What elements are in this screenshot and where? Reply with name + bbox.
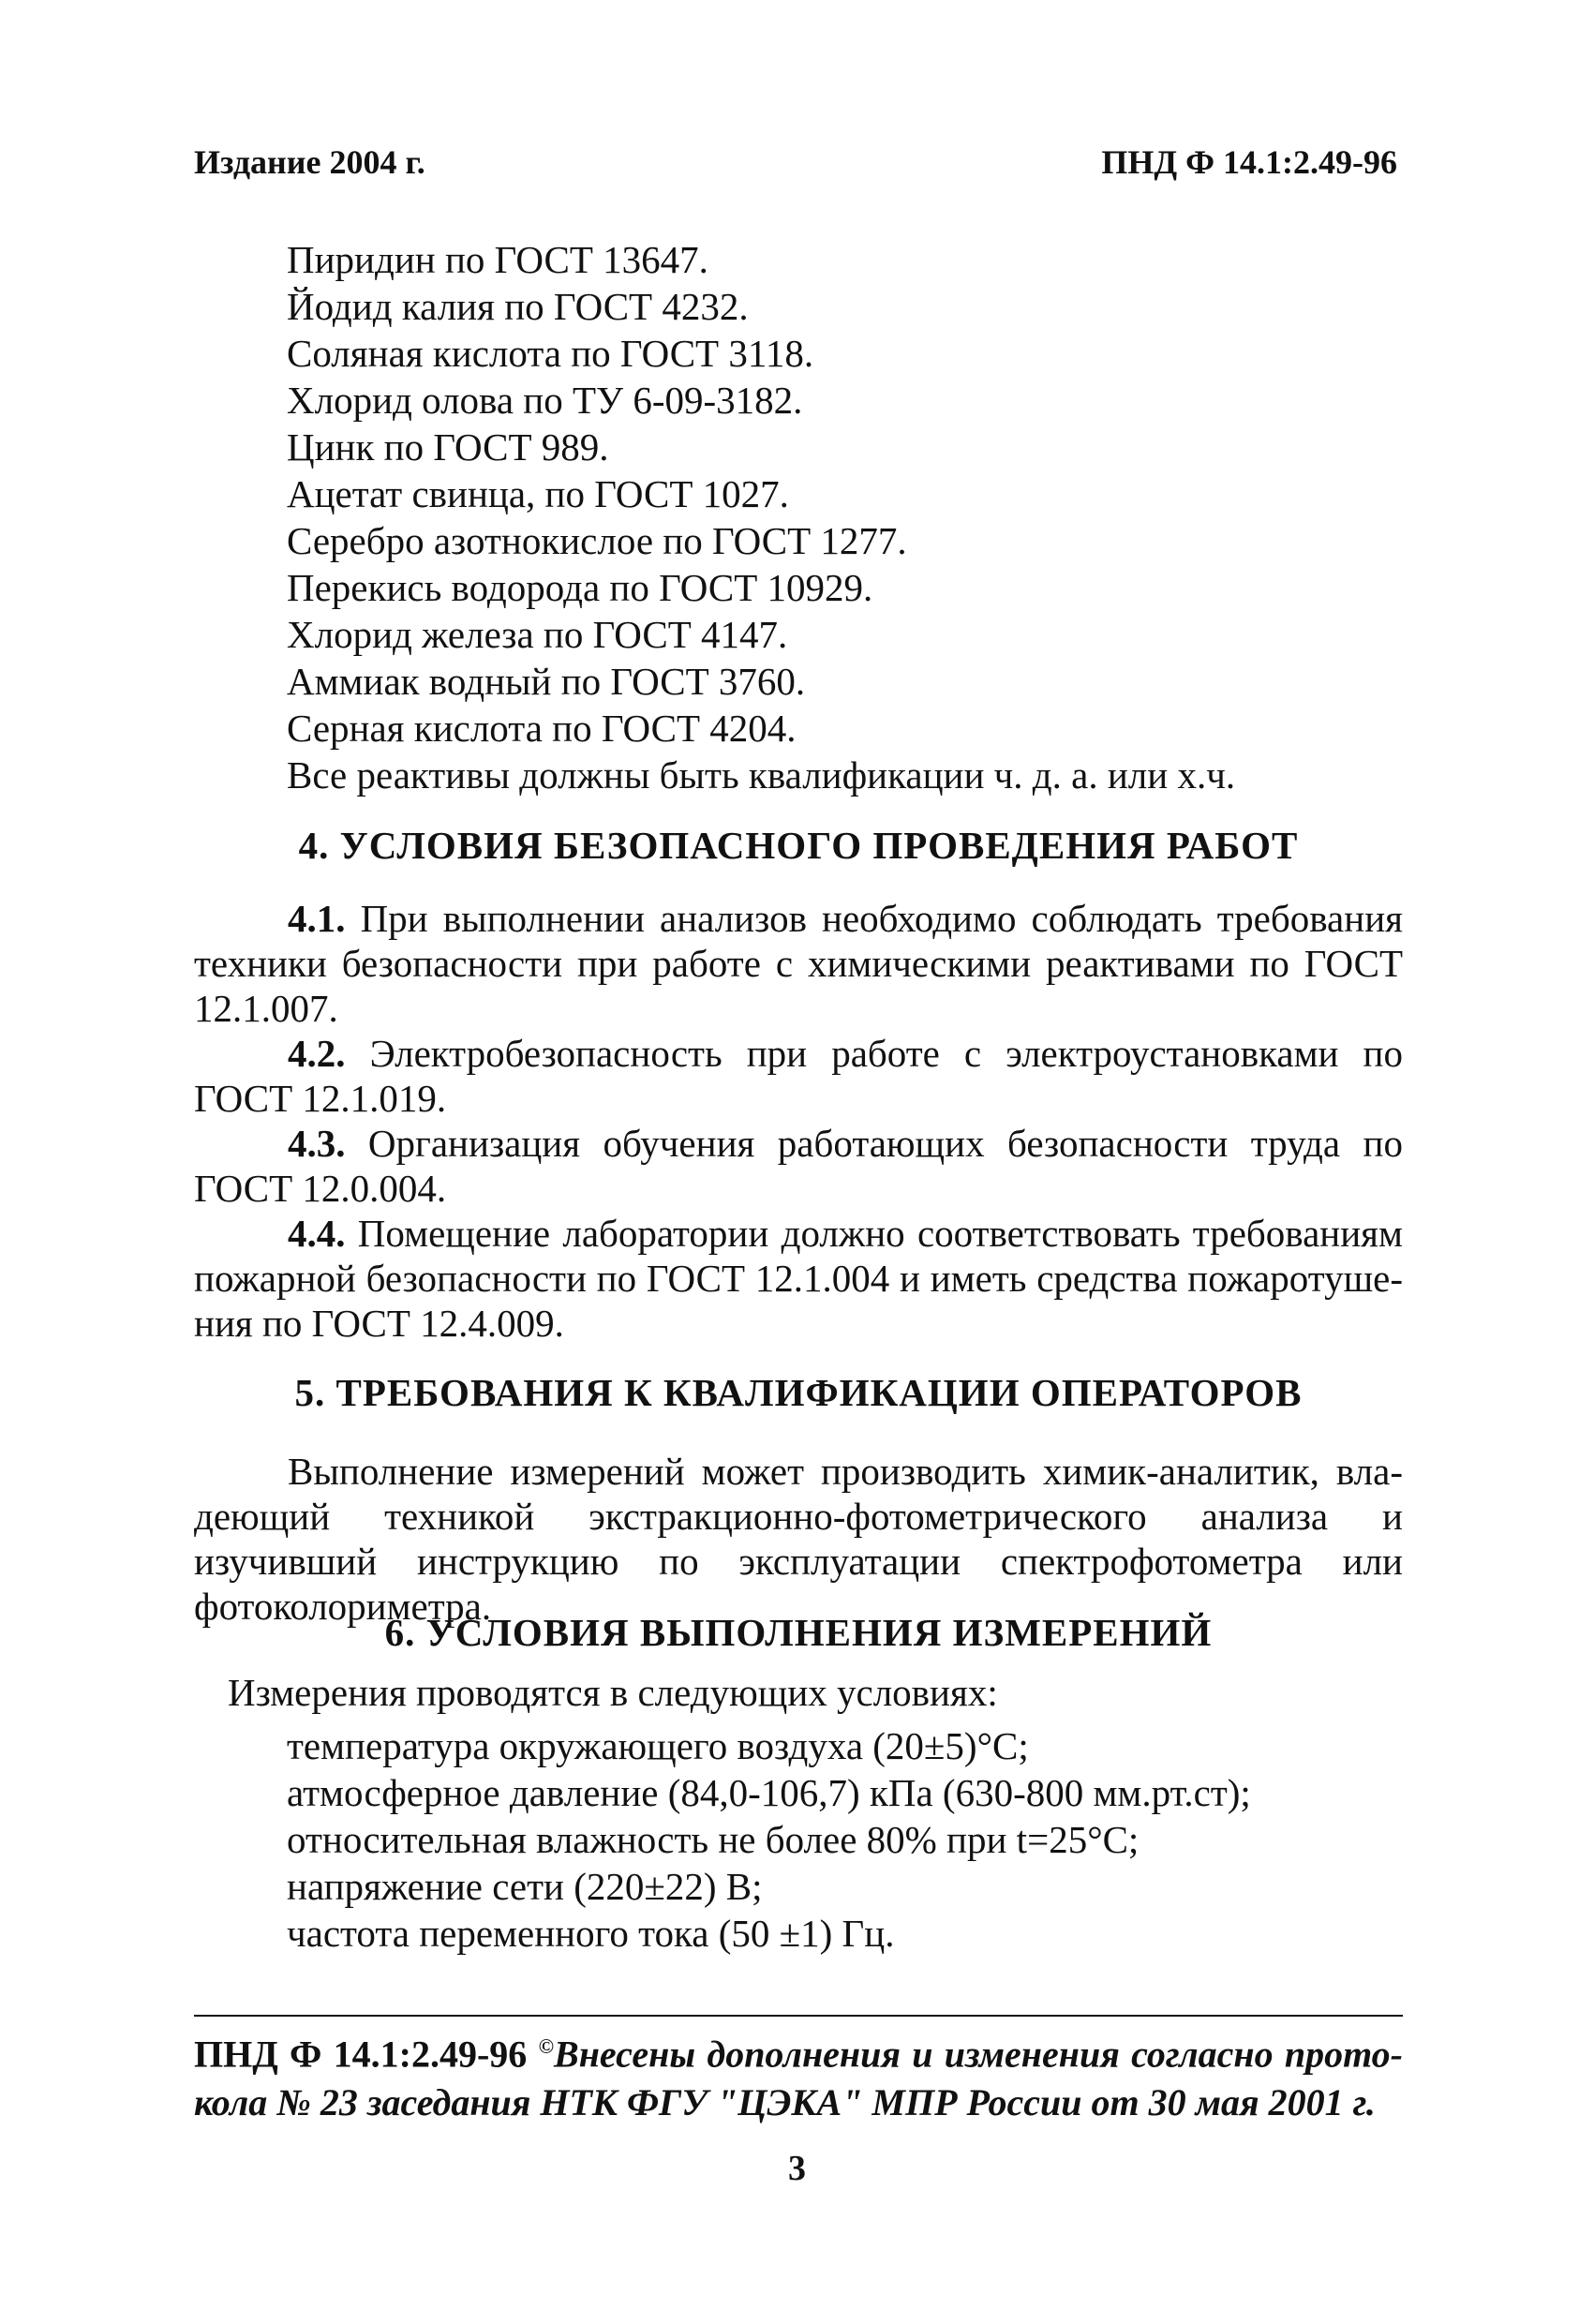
footnote xyxy=(194,2022,1403,2127)
item-text: Электробезопасность при работе с электроустановками по ГОСТ 12.1.019. xyxy=(194,1032,1403,1120)
section-4-heading: 4. УСЛОВИЯ БЕЗОПАСНОГО ПРОВЕДЕНИЯ РАБОТ xyxy=(298,824,1299,867)
condition-item: относительная влажность не более 80% при t=25°С; xyxy=(287,1818,1140,1861)
section-6-intro: Измерения проводятся в следующих условиях: xyxy=(228,1671,998,1714)
edition-label: Издание 2004 г. xyxy=(194,143,425,181)
item-number: 4.2. xyxy=(288,1032,346,1075)
reagent-item: Серная кислота по ГОСТ 4204. xyxy=(287,707,797,750)
item-text: Помещение лаборатории должно соответствовать требованиям пожарной безопасности по ГОСТ 12.1.004 и иметь средства пожаротушения по ГОСТ 12.4.009. xyxy=(194,1212,1403,1345)
condition-item: температура окружающего воздуха (20±5)°С; xyxy=(287,1724,1029,1767)
section-6-heading: 6. УСЛОВИЯ ВЫПОЛНЕНИЯ ИЗМЕРЕНИЙ xyxy=(384,1611,1213,1654)
footnote-text: Внесены дополнения и изменения согласно протокола № 23 заседания НТК ФГУ "ЦЭКА" МПР России от 30 мая 2001 г. xyxy=(194,2033,1403,2124)
condition-item: частота переменного тока (50 ±1) Гц. xyxy=(287,1912,895,1955)
conditions-list xyxy=(287,1722,1251,1957)
section-4-body xyxy=(194,896,1403,1346)
item-number: 4.4. xyxy=(288,1212,346,1255)
item-number: 4.3. xyxy=(288,1122,346,1165)
reagent-item: Хлорид олова по ТУ 6-09-3182. xyxy=(287,379,803,422)
reagent-item: Аммиак водный по ГОСТ 3760. xyxy=(287,660,806,703)
section-5-heading: 5. ТРЕБОВАНИЯ К КВАЛИФИКАЦИИ ОПЕРАТОРОВ xyxy=(294,1371,1303,1414)
reagent-item: Пиридин по ГОСТ 13647. xyxy=(287,238,708,281)
footnote-document-code: ПНД Ф 14.1:2.49-96 xyxy=(194,2033,528,2076)
section-4-item xyxy=(194,1121,1403,1211)
document-code: ПНД Ф 14.1:2.49-96 xyxy=(1101,143,1397,181)
section-5-body xyxy=(194,1449,1403,1629)
reagent-item: Серебро азотнокислое по ГОСТ 1277. xyxy=(287,519,907,562)
page-number: 3 xyxy=(788,2149,806,2188)
reagents-list xyxy=(287,236,1411,798)
reagent-item: Хлорид железа по ГОСТ 4147. xyxy=(287,613,788,656)
reagents-qualification-note: Все реактивы должны быть квалификации ч. д. а. или х.ч. xyxy=(287,753,1236,797)
item-text: Организация обучения работающих безопасности труда по ГОСТ 12.0.004. xyxy=(194,1122,1403,1210)
section-4-item xyxy=(194,896,1403,1031)
reagent-item: Йодид калия по ГОСТ 4232. xyxy=(287,285,749,328)
condition-item: напряжение сети (220±22) В; xyxy=(287,1865,763,1908)
section-4-item xyxy=(194,1031,1403,1121)
condition-item: атмосферное давление (84,0-106,7) кПа (630-800 мм.рт.ст); xyxy=(287,1771,1251,1814)
reagent-item: Перекись водорода по ГОСТ 10929. xyxy=(287,566,873,609)
section-4-item xyxy=(194,1211,1403,1346)
reagent-item: Ацетат свинца, по ГОСТ 1027. xyxy=(287,472,789,515)
copyright-mark: © xyxy=(538,2034,555,2058)
item-text: При выполнении анализов необходимо соблюдать требования техники безопасности при работе с химическими реактивами по ГОСТ 12.1.007. xyxy=(194,897,1403,1030)
reagent-item: Цинк по ГОСТ 989. xyxy=(287,425,609,469)
section-5-text: Выполнение измерений может производить химик-аналитик, владеющий техникой экстракционно-фотометрического анализа и изучивший инструкцию по эксплуатации спектрофотометра или фотоколориметра. xyxy=(194,1450,1403,1628)
item-number: 4.1. xyxy=(288,897,346,940)
footnote-divider xyxy=(194,2015,1403,2017)
reagent-item: Соляная кислота по ГОСТ 3118. xyxy=(287,332,814,375)
